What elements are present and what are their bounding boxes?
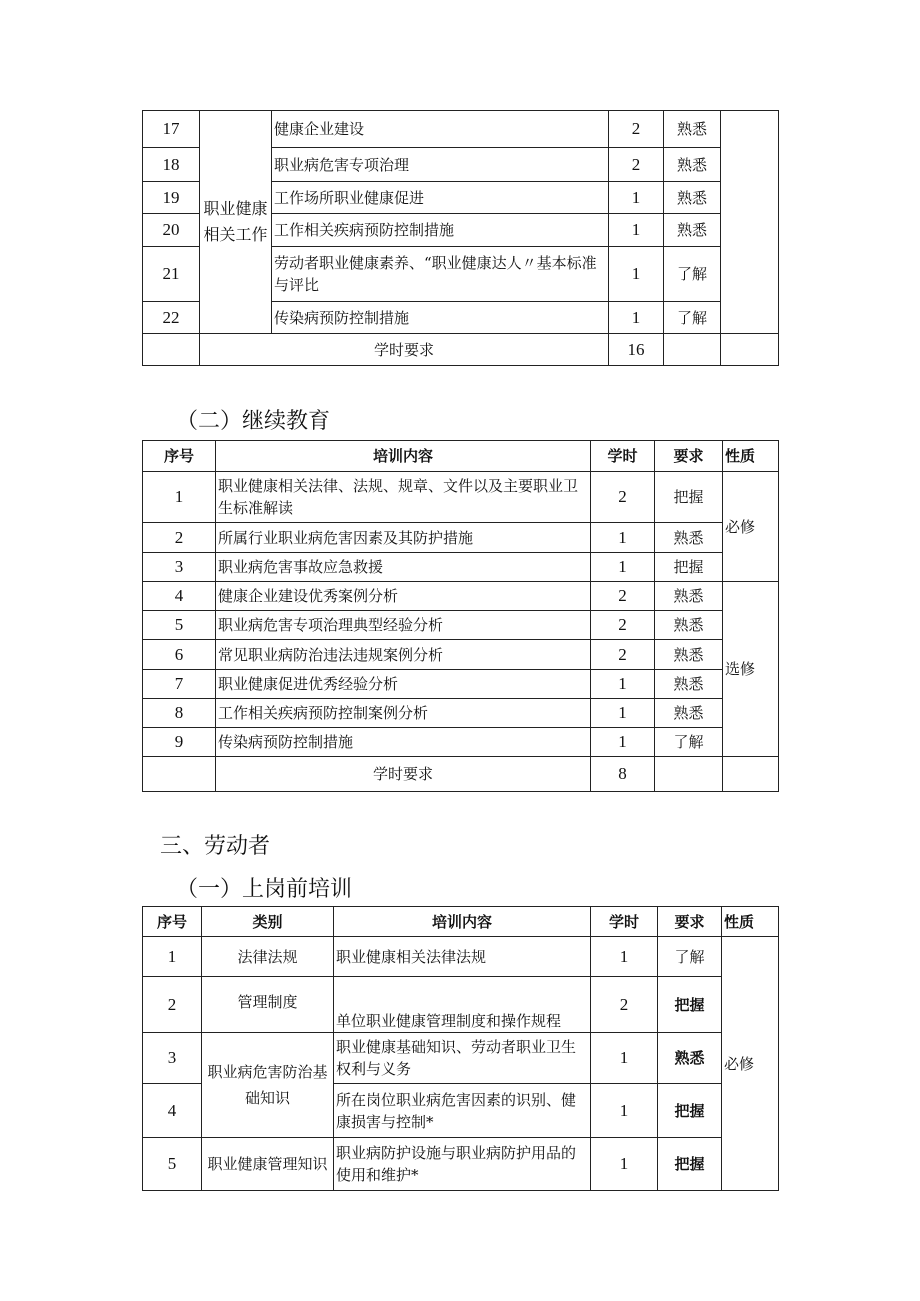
row-number: 19 <box>143 182 200 214</box>
table-row <box>143 670 779 699</box>
row-number: 1 <box>143 937 202 977</box>
requirement-cell: 了解 <box>664 302 721 334</box>
category-cell: 职业健康管理知识 <box>202 1138 334 1191</box>
row-number: 1 <box>143 472 216 523</box>
row-number: 4 <box>143 1084 202 1138</box>
hours-cell: 1 <box>591 523 655 553</box>
row-number: 3 <box>143 553 216 582</box>
table-row <box>143 553 779 582</box>
total-hours: 8 <box>591 757 655 792</box>
header-hours: 学时 <box>591 907 658 937</box>
row-number: 9 <box>143 728 216 757</box>
table-row <box>143 937 779 977</box>
table-row <box>143 582 779 611</box>
content-cell: 劳动者职业健康素养、“职业健康达人〃基本标准与评比 <box>272 247 609 302</box>
content-cell: 常见职业病防治违法违规案例分析 <box>216 640 591 670</box>
content-cell: 传染病预防控制措施 <box>272 302 609 334</box>
header-row <box>143 907 779 937</box>
empty-cell <box>143 334 200 366</box>
table-row <box>143 728 779 757</box>
row-number: 2 <box>143 977 202 1033</box>
requirement-cell: 了解 <box>655 728 723 757</box>
content-cell: 工作相关疾病预防控制措施 <box>272 214 609 247</box>
content-cell: 职业病危害专项治理典型经验分析 <box>216 611 591 640</box>
empty-cell <box>723 757 779 792</box>
hours-cell: 2 <box>609 111 664 148</box>
row-number: 2 <box>143 523 216 553</box>
total-row <box>143 334 779 366</box>
table-row <box>143 111 779 148</box>
header-row <box>143 441 779 472</box>
hours-cell: 1 <box>591 1084 658 1138</box>
table-row <box>143 977 779 1033</box>
content-cell: 健康企业建设 <box>272 111 609 148</box>
hours-cell: 1 <box>591 728 655 757</box>
table-row <box>143 523 779 553</box>
requirement-cell: 熟悉 <box>655 670 723 699</box>
row-number: 21 <box>143 247 200 302</box>
hours-cell: 1 <box>609 302 664 334</box>
nature-elective: 选修 <box>723 582 779 757</box>
row-number: 4 <box>143 582 216 611</box>
hours-cell: 1 <box>591 670 655 699</box>
header-number: 序号 <box>143 907 202 937</box>
requirement-cell: 熟悉 <box>664 148 721 182</box>
requirement-cell: 熟悉 <box>655 582 723 611</box>
category-cell: 职业健康相关工作 <box>200 111 272 334</box>
requirement-cell: 熟悉 <box>664 111 721 148</box>
content-cell: 健康企业建设优秀案例分析 <box>216 582 591 611</box>
hours-cell: 1 <box>609 214 664 247</box>
content-cell: 工作相关疾病预防控制案例分析 <box>216 699 591 728</box>
row-number: 6 <box>143 640 216 670</box>
requirement-cell: 把握 <box>655 553 723 582</box>
requirement-cell: 熟悉 <box>655 699 723 728</box>
header-requirement: 要求 <box>658 907 722 937</box>
nature-cell <box>721 111 779 334</box>
requirement-cell: 把握 <box>655 472 723 523</box>
content-cell: 职业病危害专项治理 <box>272 148 609 182</box>
requirement-cell: 熟悉 <box>658 1033 722 1084</box>
row-number: 5 <box>143 611 216 640</box>
hours-cell: 1 <box>591 1138 658 1191</box>
hours-cell: 1 <box>591 937 658 977</box>
content-cell: 职业健康相关法律、法规、规章、文件以及主要职业卫生标准解读 <box>216 472 591 523</box>
requirement-cell: 熟悉 <box>664 214 721 247</box>
content-cell: 职业病危害事故应急救援 <box>216 553 591 582</box>
requirement-cell: 熟悉 <box>664 182 721 214</box>
table-row <box>143 611 779 640</box>
header-category: 类别 <box>202 907 334 937</box>
category-cell: 职业病危害防治基础知识 <box>202 1033 334 1138</box>
header-nature: 性质 <box>723 441 779 472</box>
hours-cell: 2 <box>609 148 664 182</box>
hours-cell: 2 <box>591 640 655 670</box>
content-cell: 职业健康相关法律法规 <box>334 937 591 977</box>
section-heading-continuing-education: （二）继续教育 <box>176 409 331 434</box>
content-cell: 职业健康促进优秀经验分析 <box>216 670 591 699</box>
content-cell: 职业健康基础知识、劳动者职业卫生权利与义务 <box>334 1033 591 1084</box>
hours-cell: 2 <box>591 582 655 611</box>
total-hours: 16 <box>609 334 664 366</box>
row-number: 20 <box>143 214 200 247</box>
empty-cell <box>721 334 779 366</box>
requirement-cell: 熟悉 <box>655 640 723 670</box>
total-label: 学时要求 <box>216 757 591 792</box>
row-number: 3 <box>143 1033 202 1084</box>
table-row <box>143 472 779 523</box>
section-heading-pre-employment: （一）上岗前培训 <box>176 877 353 902</box>
content-cell: 职业病防护设施与职业病防护用品的使用和维护* <box>334 1138 591 1191</box>
row-number: 17 <box>143 111 200 148</box>
section-heading-workers: 三、劳动者 <box>160 834 271 859</box>
row-number: 7 <box>143 670 216 699</box>
hours-cell: 1 <box>609 247 664 302</box>
table-occupational-health-work <box>142 110 779 366</box>
requirement-cell: 了解 <box>658 937 722 977</box>
table-continuing-education <box>142 440 779 792</box>
header-content: 培训内容 <box>334 907 591 937</box>
hours-cell: 2 <box>591 977 658 1033</box>
table-pre-employment-training <box>142 906 779 1191</box>
hours-cell: 1 <box>591 699 655 728</box>
hours-cell: 1 <box>591 1033 658 1084</box>
content-cell: 单位职业健康管理制度和操作规程 <box>334 977 591 1033</box>
header-requirement: 要求 <box>655 441 723 472</box>
content-cell: 传染病预防控制措施 <box>216 728 591 757</box>
requirement-cell: 熟悉 <box>655 523 723 553</box>
category-cell: 法律法规 <box>202 937 334 977</box>
nature-required: 必修 <box>722 937 779 1191</box>
requirement-cell: 了解 <box>664 247 721 302</box>
requirement-cell: 把握 <box>658 977 722 1033</box>
table-row <box>143 1033 779 1084</box>
header-nature: 性质 <box>722 907 779 937</box>
empty-cell <box>143 757 216 792</box>
requirement-cell: 熟悉 <box>655 611 723 640</box>
hours-cell: 1 <box>591 553 655 582</box>
total-label: 学时要求 <box>200 334 609 366</box>
content-cell: 所属行业职业病危害因素及其防护措施 <box>216 523 591 553</box>
category-cell: 管理制度 <box>202 977 334 1033</box>
content-cell: 所在岗位职业病危害因素的识别、健康损害与控制* <box>334 1084 591 1138</box>
empty-cell <box>655 757 723 792</box>
row-number: 8 <box>143 699 216 728</box>
empty-cell <box>664 334 721 366</box>
row-number: 22 <box>143 302 200 334</box>
row-number: 5 <box>143 1138 202 1191</box>
table-row <box>143 1138 779 1191</box>
table-row <box>143 699 779 728</box>
header-hours: 学时 <box>591 441 655 472</box>
hours-cell: 2 <box>591 611 655 640</box>
table-row <box>143 640 779 670</box>
total-row <box>143 757 779 792</box>
nature-required: 必修 <box>723 472 779 582</box>
requirement-cell: 把握 <box>658 1084 722 1138</box>
hours-cell: 1 <box>609 182 664 214</box>
content-cell: 工作场所职业健康促进 <box>272 182 609 214</box>
requirement-cell: 把握 <box>658 1138 722 1191</box>
hours-cell: 2 <box>591 472 655 523</box>
row-number: 18 <box>143 148 200 182</box>
header-content: 培训内容 <box>216 441 591 472</box>
header-number: 序号 <box>143 441 216 472</box>
